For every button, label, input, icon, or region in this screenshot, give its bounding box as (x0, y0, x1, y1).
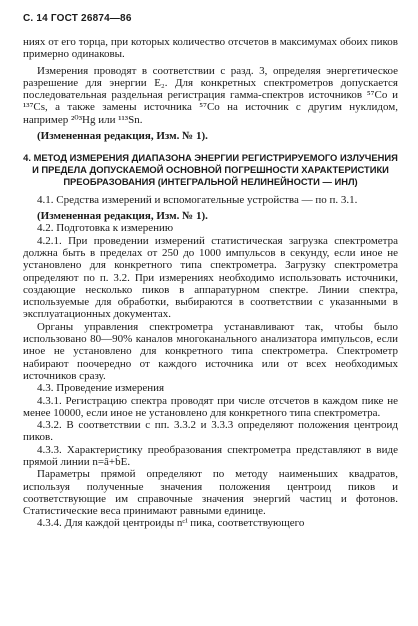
paragraph: Измерения проводят в соответствии с разд. 3, определяя энергетическое разрешение для энергии E₂. Для конкретных спектрометров допускается последовательная раздельная регистрация гамма-спектров источников ⁵⁷Co и ¹³⁷Cs, а также замены источника ⁵⁷Co на источник с другим нуклидом, например ²⁰³Hg или ¹¹³Sn. (23, 64, 398, 126)
paragraph: 4.3.3. Характеристику преобразования спектрометра представляют в виде прямой линии n=â+b̂E. (23, 443, 398, 468)
paragraph: 4.1. Средства измерений и вспомогательные устройства — по п. 3.1. (37, 193, 358, 206)
paragraph: Органы управления спектрометра устанавливают так, чтобы было использовано 80—90% каналов многоканального анализатора импульсов, если иное не установлено для конкретного типа спектрометра. Спектрометр набирают поочередно от каждого источника или от всех необходимых источников сразу. (23, 320, 398, 382)
section-title: 4. МЕТОД ИЗМЕРЕНИЯ ДИАПАЗОНА ЭНЕРГИИ РЕГИСТРИРУЕМОГО ИЗЛУЧЕНИЯ И ПРЕДЕЛА ДОПУСКАЕМОЙ ОСНОВНОЙ ПОГРЕШНОСТИ ХАРАКТЕРИСТИКИ ПРЕОБРАЗОВАНИЯ (ИНТЕГРАЛЬНОЙ НЕЛИНЕЙНОСТИ — ИНЛ) (23, 152, 398, 187)
page-content (23, 36, 398, 530)
paragraph: 4.3.2. В соответствии с пп. 3.3.2 и 3.3.3 определяют положения центроид пиков. (23, 419, 398, 444)
page-header: С. 14 ГОСТ 26874—86 (23, 13, 132, 24)
paragraph: 4.3.4. Для каждой центроиды nᶜⁱ пика, соответствующего (37, 517, 305, 530)
subsection-heading: 4.2. Подготовка к измерению (37, 222, 174, 235)
subsection-heading: 4.3. Проведение измерения (37, 382, 165, 395)
paragraph: Параметры прямой определяют по методу наименьших квадратов, используя полученные значения положения центроид пиков и соответствующие им справочные значения энергий частиц и фотонов. Статистические веса принимают равными единице. (23, 468, 398, 518)
paragraph: ниях от его торца, при которых количество отсчетов в максимумах обоих пиков примерно одинаковы. (23, 36, 398, 61)
amendment-note: (Измененная редакция, Изм. № 1). (37, 130, 208, 143)
amendment-note: (Измененная редакция, Изм. № 1). (37, 210, 208, 223)
paragraph: 4.3.1. Регистрацию спектра проводят при числе отсчетов в каждом пике не менее 10000, если иное не установлено для конкретного типа спектрометра. (23, 394, 398, 419)
paragraph: 4.2.1. При проведении измерений статистическая загрузка спектрометра должна быть в пределах от 250 до 1000 импульсов в секунду, если иное не установлено для конкретного типа спектрометра. Загрузку спектрометра определяют по п. 3.2. При измерениях необходимо использовать источники, создающие несколько пиков в аппаратурном спектре. Линии спектра, используемые для обработки, выбираются в соответствии с указанными в эксплуатационных документах. (23, 234, 398, 321)
